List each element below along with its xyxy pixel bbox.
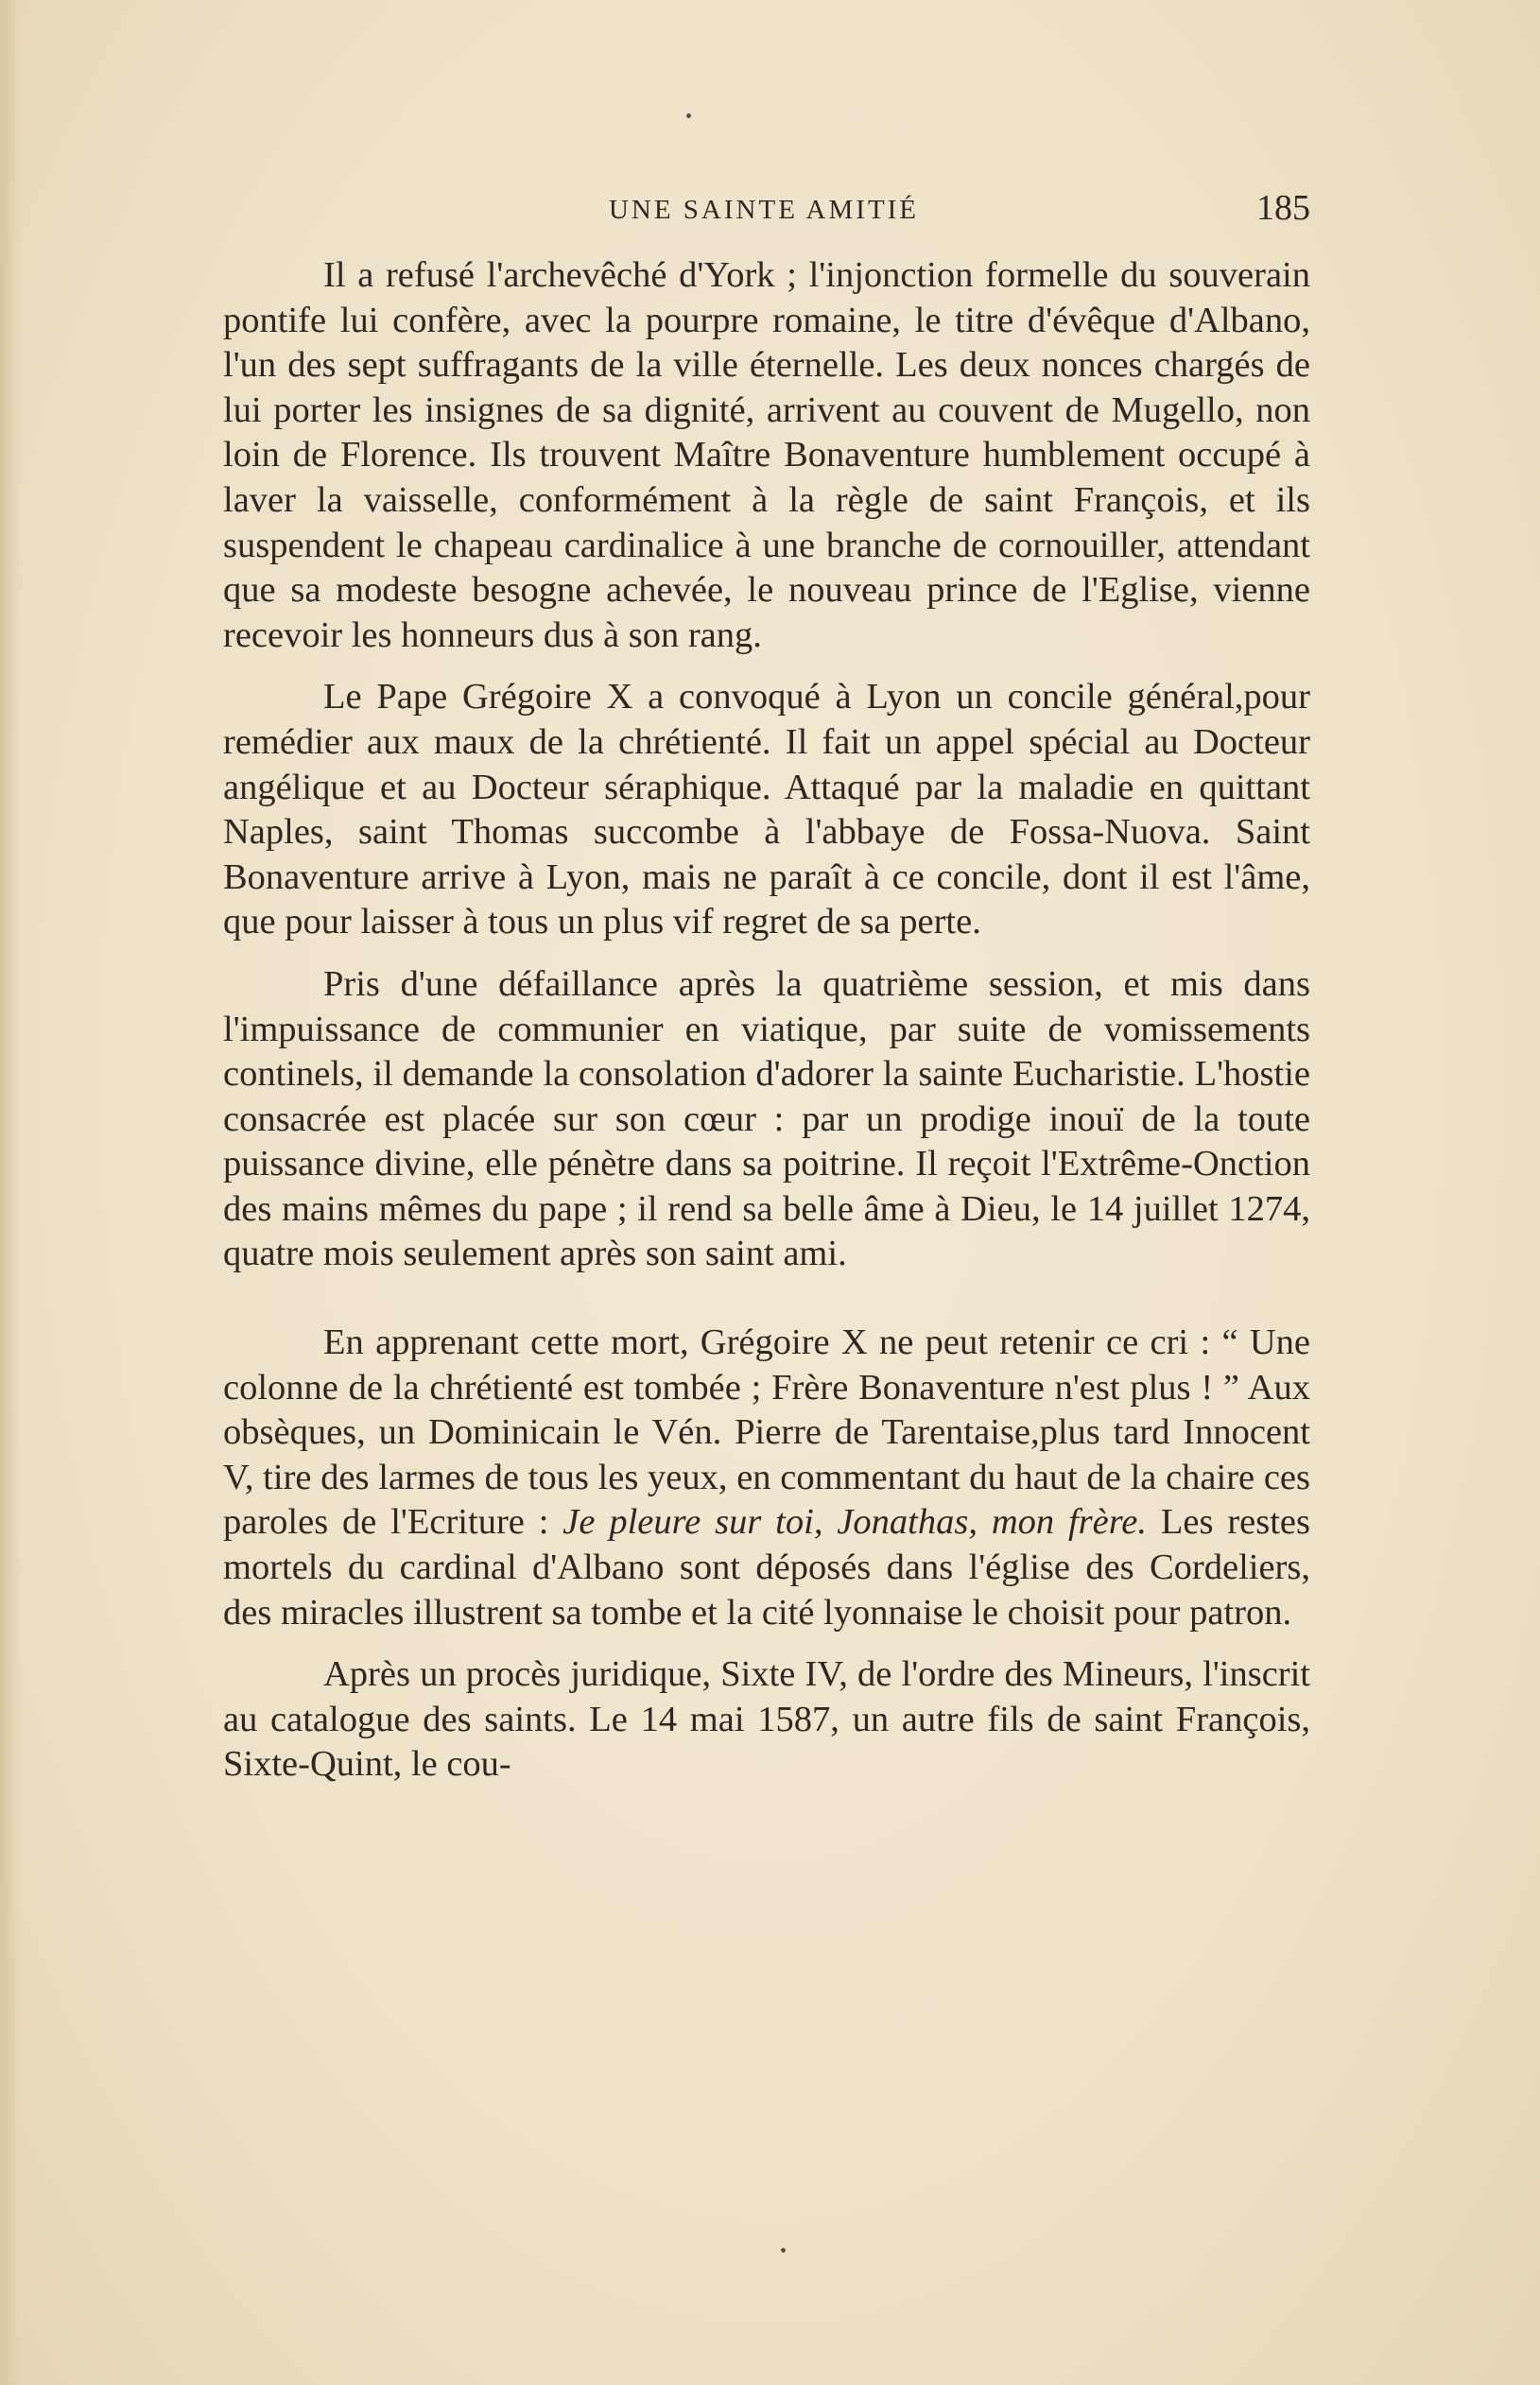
running-title: UNE SAINTE AMITIÉ xyxy=(608,195,920,225)
body-text xyxy=(223,253,1310,1805)
page-number: 185 xyxy=(1256,188,1310,228)
paragraph: Pris d'une défaillance après la quatrième session, et mis dans l'impuissance de communier en viatique, par suite de vomissements continels, il demande la consolation d'adorer la sainte Eucharistie. L'hostie consacrée est placée sur son cœur : par un prodige inouï de la toute puissance divine, elle pénètre dans sa poitrine. Il reçoit l'Extrême-Onction des mains mêmes du pape ; il rend sa belle âme à Dieu, le 14 juillet 1274, quatre mois seulement après son saint ami. xyxy=(223,963,1310,1274)
ink-speck xyxy=(781,2248,786,2253)
page-edge-shadow xyxy=(0,0,21,2385)
paragraph: Il a refusé l'archevêché d'York ; l'injonction formelle du souverain pontife lui confère, avec la pourpre romaine, le titre d'évêque d'Albano, l'un des sept suffragants de la ville éternelle. Les deux nonces chargés de lui porter les insignes de sa dignité, arrivent au couvent de Mugello, non loin de Florence. Ils trouvent Maître Bonaventure humblement occupé à laver la vaisselle, conformément à la règle de saint François, et ils suspendent le chapeau cardinalice à une branche de cornouiller, attendant que sa modeste besogne achevée, le nouveau prince de l'Eglise, vienne recevoir les honneurs dus à son rang. xyxy=(223,255,1310,655)
ink-speck xyxy=(686,113,691,118)
paragraph: Le Pape Grégoire X a convoqué à Lyon un concile général,pour remédier aux maux de la chrétienté. Il fait un appel spécial au Docteur angélique et au Docteur séraphique. Attaqué par la maladie en quittant Naples, saint Thomas succombe à l'abbaye de Fossa-Nuova. Saint Bonaventure arrive à Lyon, mais ne paraît à ce concile, dont il est l'âme, que pour laisser à tous un plus vif regret de sa perte. xyxy=(223,677,1310,942)
paragraph-text: En apprenant cette mort, Grégoire X ne peut retenir ce cri : “ Une colonne de la chrétienté est tombée ; Frère Bonaventure n'est plus ! ” Aux obsèques, un Dominicain le Vén. Pierre de Tarentaise,plus tard Innocent V, tire des larmes de tous les yeux, en commentant du haut de la chaire ces paroles de l'Ecriture : xyxy=(223,1322,1310,1543)
running-head xyxy=(217,187,1310,233)
paragraph xyxy=(223,1321,1310,1635)
scripture-quote: Je pleure sur toi, Jonathas, mon frère. xyxy=(562,1502,1148,1543)
paragraph-text: Les restes mortels du cardinal d'Albano sont déposés dans l'église des Cordeliers, des miracles illustrent sa tombe et la cité lyonnaise le choisit pour patron. xyxy=(223,1502,1311,1633)
paragraph: Après un procès juridique, Sixte IV, de l'ordre des Mineurs, l'inscrit au catalogue des saints. Le 14 mai 1587, un autre fils de saint François, Sixte-Quint, le cou- xyxy=(223,1654,1310,1785)
